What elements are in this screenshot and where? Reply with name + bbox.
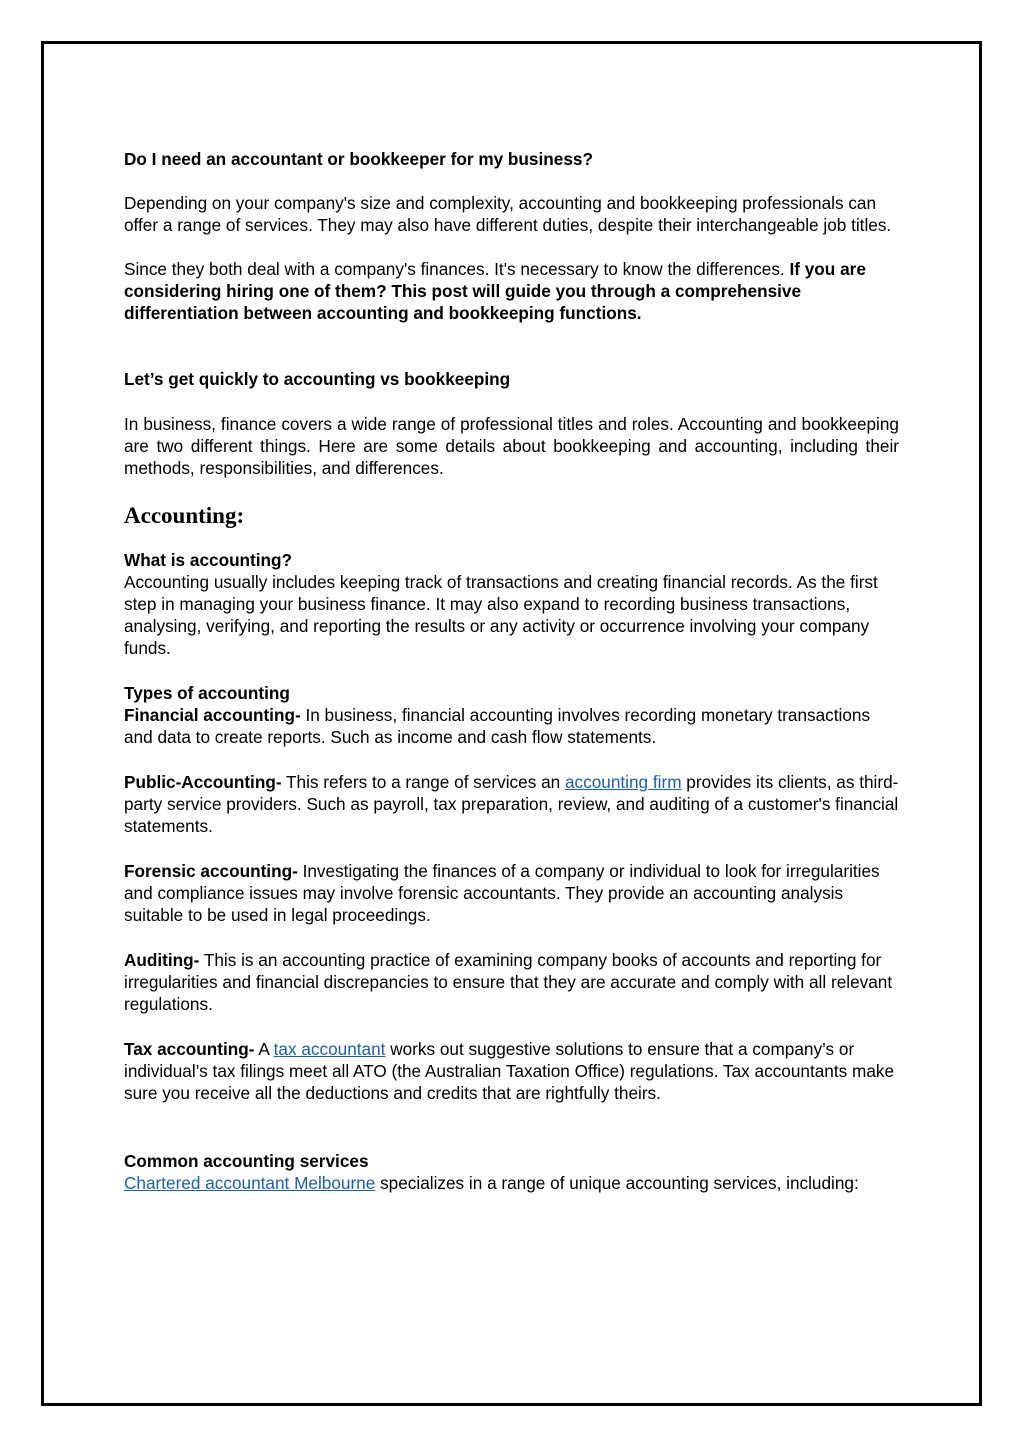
common-services-text: specializes in a range of unique accounting services, including: [375, 1173, 859, 1193]
tax-accounting-text-a: A [254, 1039, 274, 1059]
what-is-accounting-paragraph: Accounting usually includes keeping track of transactions and creating financial records. As the first step in managing your business finance. It may also expand to recording business transactions, analysing, verifying, and reporting the results or any activity or occurrence involving your company funds. [124, 572, 878, 658]
question-heading: Do I need an accountant or bookkeeper for my business? [124, 149, 593, 169]
financial-accounting-text: In business, financial accounting involves recording monetary transactions and data to create reports. Such as income and cash flow statements. [124, 705, 871, 747]
public-accounting-label: Public-Accounting- [124, 772, 282, 792]
public-accounting-text-b: provides its clients, as third-party service providers. Such as payroll, tax preparation, review, and auditing of a customer's financial statements. [124, 772, 899, 836]
common-services-heading: Common accounting services [124, 1151, 369, 1171]
chartered-accountant-link[interactable]: Chartered accountant Melbourne [124, 1173, 376, 1193]
auditing-text: This is an accounting practice of examining company books of accounts and reporting for irregularities and financial discrepancies to ensure that they are accurate and comply with all relevant regulations. [124, 950, 893, 1014]
tax-accounting-text-b: works out suggestive solutions to ensure that a company’s or individual’s tax filings meet all ATO (the Australian Taxation Office) regulations. Tax accountants make sure you receive all the deductions and credits that are rightfully theirs. [124, 1039, 895, 1103]
forensic-accounting-label: Forensic accounting- [124, 861, 298, 881]
intro-paragraph-2-bold: If you are considering hiring one of them? This post will guide you through a comprehensive differentiation between accounting and bookkeeping functions. [124, 259, 866, 323]
tax-accountant-link[interactable]: tax accountant [273, 1039, 386, 1059]
auditing-item [124, 949, 899, 1015]
intro-paragraph-1: Depending on your company's size and complexity, accounting and bookkeeping professionals can offer a range of services. They may also have different duties, despite their interchangeable job titles. [124, 193, 892, 235]
types-heading: Types of accounting [124, 683, 290, 703]
intro-paragraph-2 [124, 258, 899, 324]
forensic-accounting-text: Investigating the finances of a company or individual to look for irregularities and compliance issues may involve forensic accountants. They provide an accounting analysis suitable to be used in legal proceedings. [124, 861, 880, 925]
what-is-accounting-heading: What is accounting? [124, 550, 293, 570]
tax-accounting-label: Tax accounting- [124, 1039, 255, 1059]
tax-accounting-item [124, 1038, 899, 1104]
financial-accounting-label: Financial accounting- [124, 705, 301, 725]
financial-accounting-item [124, 704, 899, 748]
public-accounting-item [124, 771, 899, 837]
forensic-accounting-item [124, 860, 899, 926]
vs-paragraph: In business, finance covers a wide range of professional titles and roles. Accounting and bookkeeping are two different things. Here are some details about bookkeeping and accounting, including their methods, responsibilities, and differences. [124, 414, 899, 478]
accounting-firm-link[interactable]: accounting firm [564, 772, 682, 792]
common-services-paragraph [124, 1172, 899, 1194]
vs-heading: Let’s get quickly to accounting vs bookkeeping [124, 369, 511, 389]
document-body [124, 148, 899, 1194]
public-accounting-text-a: This refers to a range of services an [281, 772, 565, 792]
intro-paragraph-2-text: Since they both deal with a company's finances. It's necessary to know the differences. [124, 259, 790, 279]
accounting-section-heading: Accounting: [124, 503, 245, 528]
auditing-label: Auditing- [124, 950, 200, 970]
